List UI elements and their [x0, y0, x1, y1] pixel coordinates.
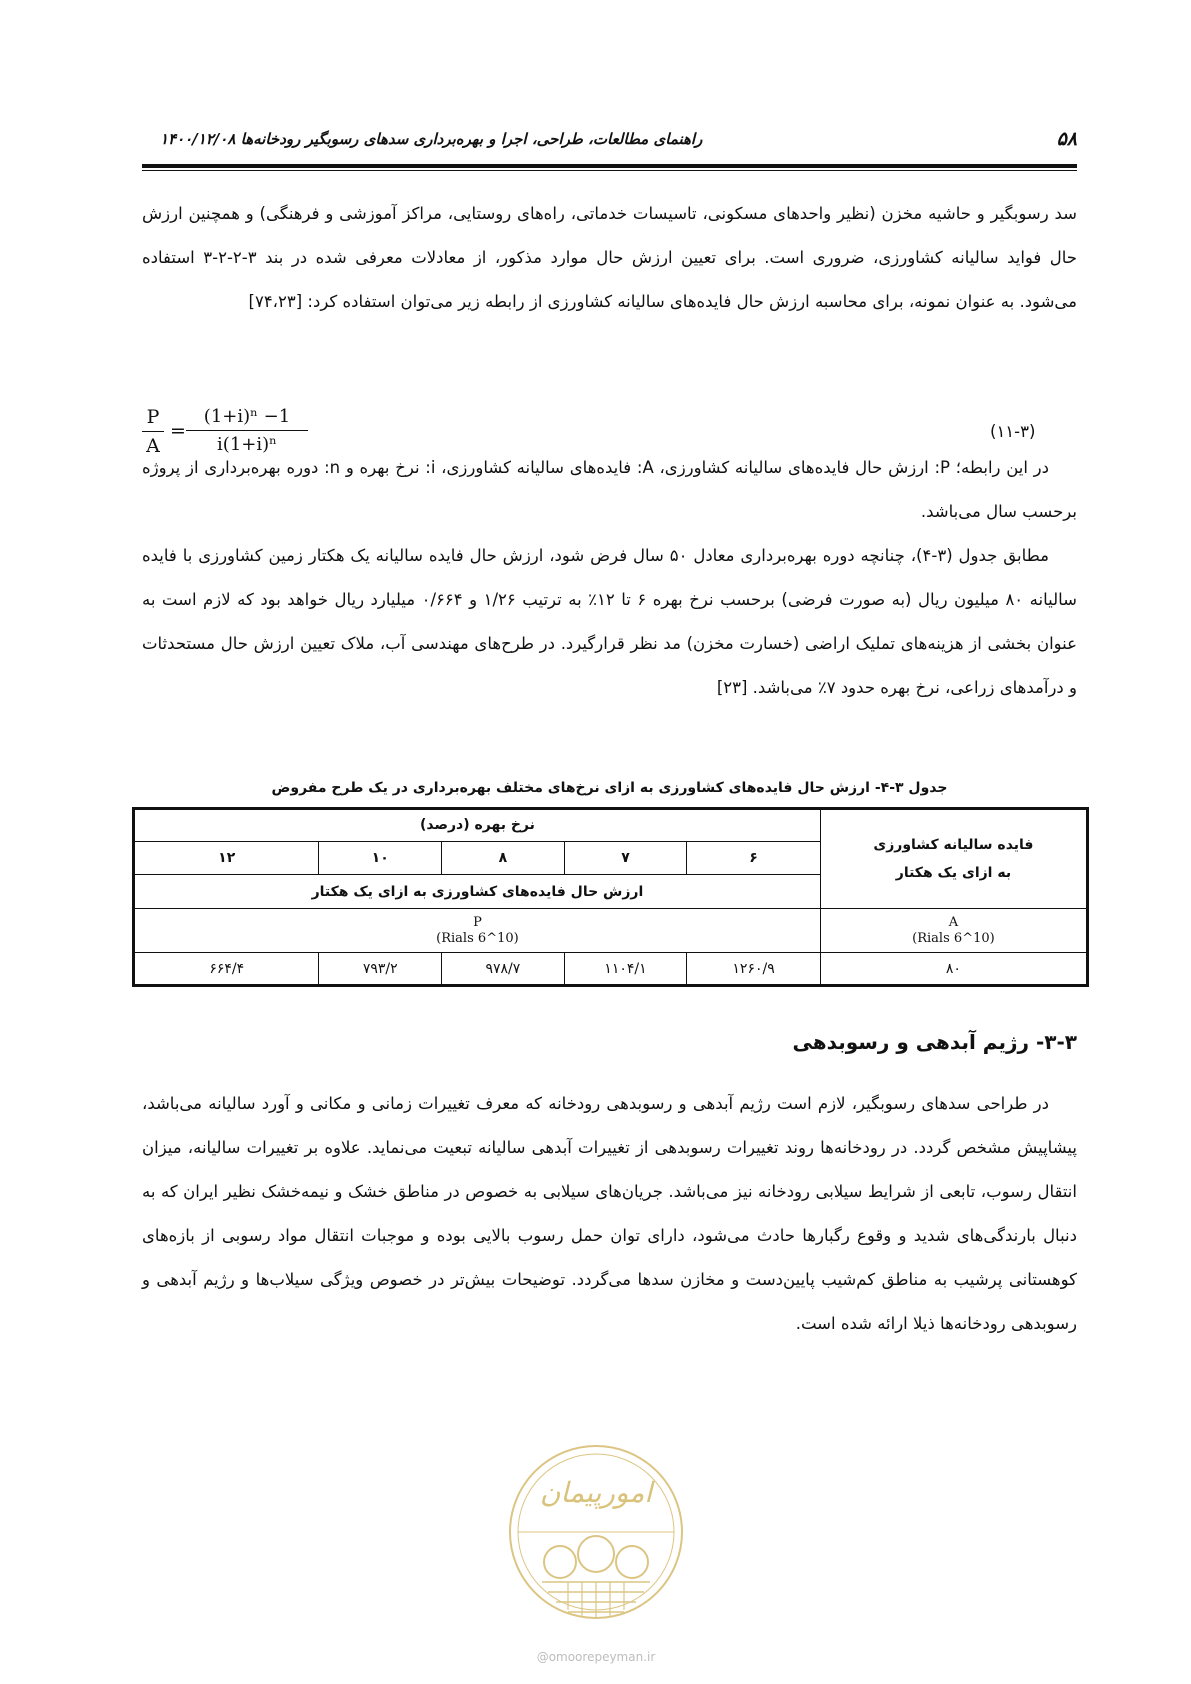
example-text: مطابق جدول (۳-۴)، چنانچه دوره بهره‌برداری معادل ۵۰ سال فرض شود، ارزش حال فایده سالیانه یک هکتار زمین کشاورزی با فایده سالیانه ۸۰ میلیون ریال (به صورت فرضی) برحسب نرخ بهره ۶ تا ۱۲٪ به ترتیب ۱/۲۶ و ۰/۶۶۴ میلیارد ریال خواهد بود که لازم است به عنوان بخشی از هزینه‌های تملیک اراضی (خسارت مخزن) مد نظر قرارگیرد. در طرح‌های مهندسی آب، ملاک تعیین ارزش حال مستحدثات و درآمدهای زراعی، نرخ بهره حدود ۷٪ می‌باشد. [۲۳] — [142, 546, 1077, 697]
p-symbol: P — [473, 914, 482, 930]
units-row — [134, 909, 1088, 953]
header-rule-thin — [142, 170, 1077, 171]
page-number: ۵۸ — [1056, 128, 1077, 150]
rate-cell: ۸ — [442, 841, 565, 874]
rate-cell: ۷ — [564, 841, 687, 874]
header-title-text: راهنمای مطالعات، طراحی، اجرا و بهره‌برداری سدهای رسوبگیر رودخانه‌ها — [240, 130, 703, 148]
example-paragraph — [142, 534, 1077, 710]
rate-header-cell: نرخ بهره (درصد) — [134, 809, 821, 842]
table-caption: جدول ۳-۴- ارزش حال فایده‌های کشاورزی به ازای نرخ‌های مختلف بهره‌برداری در یک طرح مفروض — [271, 780, 948, 796]
running-header — [142, 128, 1077, 152]
formula-equals: = — [170, 420, 186, 442]
value-header-cell: ارزش حال فایده‌های کشاورزی به ازای یک هکتار — [134, 874, 821, 909]
equation-number: (۱۱-۳) — [990, 422, 1036, 441]
p-unit-cell — [134, 909, 821, 953]
rate-cell: ۶ — [687, 841, 821, 874]
p-unit: (10^6 Rials) — [436, 930, 519, 946]
p-value-cell: ۶۶۴/۴ — [134, 953, 319, 986]
definition-text: در این رابطه؛ P: ارزش حال فایده‌های سالیانه کشاورزی، A: فایده‌های سالیانه کشاورزی، i: نرخ بهره و n: دوره بهره‌برداری از پروژه برحسب سال می‌باشد. — [142, 458, 1077, 521]
p-value-cell: ۱۲۶۰/۹ — [687, 953, 821, 986]
formula-rhs-denominator: i(1+i)ⁿ — [186, 430, 308, 455]
formula-rhs-numerator: (1+i)ⁿ −1 — [203, 406, 291, 427]
p-value-cell: ۷۹۳/۲ — [319, 953, 442, 986]
section-title: رژیم آبدهی و رسوبدهی — [792, 1030, 1029, 1054]
p-value-cell: ۹۷۸/۷ — [442, 953, 565, 986]
row-header-line1: فایده سالیانه کشاورزی — [873, 837, 1034, 854]
watermark-url-text: omoorepeyman.ir — [548, 1650, 656, 1664]
header-date: ۱۴۰۰/۱۲/۰۸ — [160, 130, 236, 148]
section-paragraph — [142, 1082, 1077, 1346]
watermark-url — [508, 1650, 684, 1664]
present-value-table — [132, 807, 1089, 987]
header-title — [142, 130, 702, 148]
intro-paragraph — [142, 192, 1077, 324]
a-value-cell: ۸۰ — [820, 953, 1087, 986]
a-symbol: A — [948, 914, 959, 930]
watermark-logo-text: امورپیمان — [539, 1476, 653, 1509]
header-rule-thick — [142, 164, 1077, 168]
rate-cell: ۱۲ — [134, 841, 319, 874]
row-header-line2: به ازای یک هکتار — [895, 865, 1012, 882]
intro-text: سد رسوبگیر و حاشیه مخزن (نظیر واحدهای مسکونی، تاسیسات خدماتی، راه‌های روستایی، مراکز آموزشی و فرهنگی) و همچنین ارزش حال فواید سالیانه کشاورزی، ضروری است. برای تعیین ارزش حال موارد مذکور، از معادلات معرفی شده در بند ۳-۲-۲-۳ استفاده می‌شود. به عنوان نمونه، برای محاسبه ارزش حال فایده‌های سالیانه کشاورزی از رابطه زیر می‌توان استفاده کرد: [۷۴،۲۳] — [142, 204, 1078, 311]
section-number: ۳-۳- — [1035, 1030, 1077, 1054]
row-header-cell — [820, 809, 1087, 909]
a-unit: (10^6 Rials) — [912, 930, 995, 946]
definition-paragraph — [142, 446, 1077, 534]
section-heading — [793, 1030, 1077, 1054]
formula-lhs-numerator: P — [146, 406, 160, 428]
a-unit-cell — [820, 909, 1087, 953]
p-value-cell: ۱۱۰۴/۱ — [564, 953, 687, 986]
at-icon: @ — [536, 1650, 549, 1664]
section-text: در طراحی سدهای رسوبگیر، لازم است رژیم آبدهی و رسوبدهی رودخانه که معرف تغییرات زمانی و مکانی و آورد سالیانه می‌باشد، پیشاپیش مشخص گردد. در رودخانه‌ها روند تغییرات رسوبدهی از تغییرات آبدهی سالیانه تبعیت می‌نماید. علاوه بر تغییرات سالیانه، میزان انتقال رسوب، تابعی از شرایط سیلابی رودخانه نیز می‌باشد. جریان‌های سیلابی به خصوص در مناطق خشک و نیمه‌خشک نظیر ایران که به دنبال بارندگی‌های شدید و وقوع رگبارها حادث می‌شود، دارای توان حمل رسوب بالایی بوده و موجبات انتقال مواد رسوبی از بازه‌های کوهستانی پرشیب به مناطق کم‌شیب پایین‌دست و مخازن سدها می‌گردد. توضیحات بیش‌تر در خصوص ویژگی سیلاب‌ها و رژیم آبدهی و رسوبدهی رودخانه‌ها ذیلا ارائه شده است. — [142, 1094, 1077, 1333]
rate-cell: ۱۰ — [319, 841, 442, 874]
table-header-row — [134, 809, 1088, 842]
values-row — [134, 953, 1088, 986]
watermark-logo — [508, 1432, 684, 1632]
formula-lhs-denominator: A — [142, 431, 164, 457]
